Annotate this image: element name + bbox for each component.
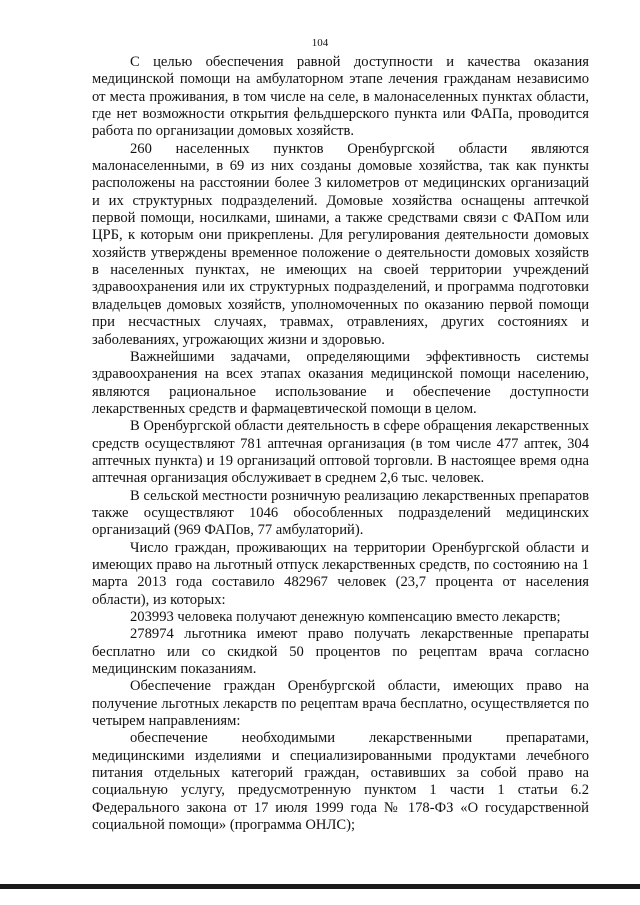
paragraph: 260 населенных пунктов Оренбургской области являются малонаселенными, в 69 из них созданы домовые хозяйства, так как пункты расположены на расстоянии более 3 километров от медицинских организаций и их структурных подразделений. Домовые хозяйства оснащены аптечкой первой помощи, носилками, шинами, а также средствами связи с ФАПом или ЦРБ, к которым они прикреплены. Для регулирования деятельности домовых хозяйств утверждены временное положение о деятельности домовых хозяйств в населенных пунктах, не имеющих на своей территории учреждений здравоохранения или их структурных подразделений, и программа подготовки владельцев домовых хозяйств, уполномоченных по оказанию первой помощи при несчастных случаях, травмах, отравлениях, других состояниях и заболеваниях, угрожающих жизни и здоровью. [92, 140, 589, 348]
paragraph: В Оренбургской области деятельность в сфере обращения лекарственных средств осуществляют 781 аптечная организация (в том числе 477 аптек, 304 аптечных пункта) и 19 организаций оптовой торговли. В настоящее время одна аптечная организация обслуживает в среднем 2,6 тыс. человек. [92, 418, 590, 487]
paragraph: С целью обеспечения равной доступности и качества оказания медицинской помощи на амбулаторном этапе лечения гражданам независимо от места проживания, в том числе на селе, в малонаселенных пунктах области, где нет возможности открытия фельдшерского пункта или ФАПа, проводится работа по организации домовых хозяйств. [92, 54, 589, 140]
paragraph: В сельской местности розничную реализацию лекарственных препаратов также осуществляют 1046 обособленных подразделений медицинских организаций (969 ФАПов, 77 амбулаторий). [92, 487, 589, 539]
paragraph: обеспечение необходимыми лекарственными препаратами, медицинскими изделиями и специализированными продуктами лечебного питания отдельных категорий граждан, оставивших за собой право на социальную услугу, предусмотренную пунктом 1 части 1 статьи 6.2 Федерального закона от 17 июля 1999 года № 178-ФЗ «О государственной социальной помощи» (программа ОНЛС); [92, 730, 589, 834]
paragraph: Число граждан, проживающих на территории Оренбургской области и имеющих право на льготный отпуск лекарственных средств, по состоянию на 1 марта 2013 года составило 482967 человек (23,7 процента от населения области), из которых: [92, 539, 589, 608]
paragraph: Обеспечение граждан Оренбургской области, имеющих право на получение льготных лекарств по рецептам врача бесплатно, осуществляется по четырем направлениям: [92, 678, 589, 730]
page-number: 104 [311, 37, 329, 49]
document-body [92, 54, 589, 834]
paragraph: 203993 человека получают денежную компенсацию вместо лекарств; [130, 609, 561, 625]
paragraph: 278974 льготника имеют право получать лекарственные препараты бесплатно или со скидкой 50 процентов по рецептам врача согласно медицинским показаниям. [92, 626, 589, 678]
bottom-divider [0, 884, 640, 889]
paragraph: Важнейшими задачами, определяющими эффективность системы здравоохранения на всех этапах оказания медицинской помощи населению, являются рациональное использование и обеспечение доступности лекарственных средств и фармацевтической помощи в целом. [92, 348, 589, 417]
